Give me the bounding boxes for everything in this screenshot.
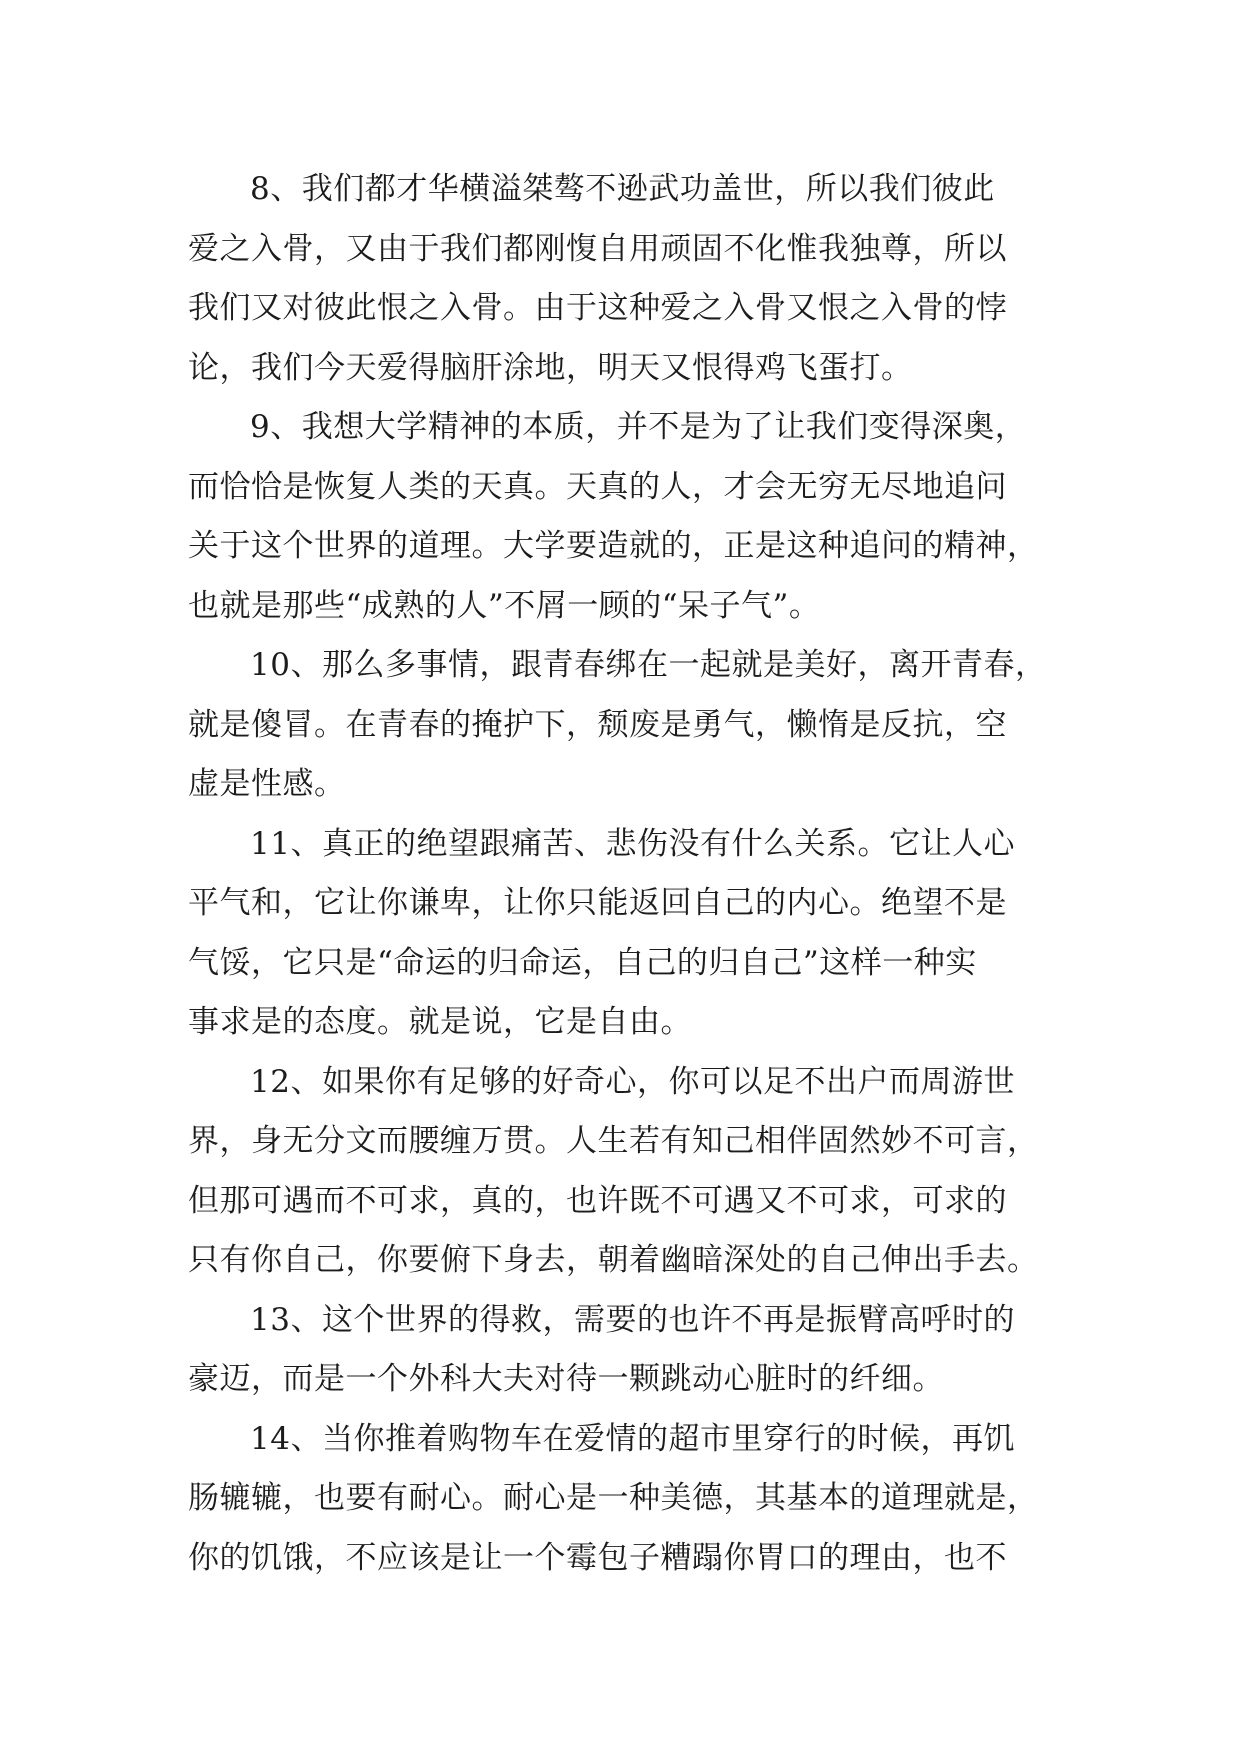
paragraph-10: 10、那么多事情，跟青春绑在一起就是美好，离开青春， 就是傻冒。在青春的掩护下，颓废是勇气，懒惰是反抗，空 虚是性感。 (188, 647, 1047, 802)
document-body (188, 160, 1054, 1588)
paragraph-9: 9、我想大学精神的本质，并不是为了让我们变得深奥， 而恰恰是恢复人类的天真。天真的人，才会无穷无尽地追问 关于这个世界的道理。大学要造就的，正是这种追问的精神， 也就是那些“成熟的人”不屑一顾的“呆子气”。 (188, 409, 1039, 624)
paragraph-11: 11、真正的绝望跟痛苦、悲伤没有什么关系。它让人心 平气和，它让你谦卑，让你只能返回自己的内心。绝望不是 气馁，它只是“命运的归命运，自己的归自己”这样一种实 事求是的态度。就是说，它是自由。 (188, 825, 1015, 1040)
paragraph-12: 12、如果你有足够的好奇心，你可以足不出户而周游世 界，身无分文而腰缠万贯。人生若有知己相伴固然妙不可言， 但那可遇而不可求，真的，也许既不可遇又不可求，可求的 只有你自己，你要俯下身去，朝着幽暗深处的自己伸出手去。 (188, 1063, 1039, 1278)
paragraph-8: 8、我们都才华横溢桀骜不逊武功盖世，所以我们彼此 爱之入骨，又由于我们都刚愎自用顽固不化惟我独尊，所以 我们又对彼此恨之入骨。由于这种爱之入骨又恨之入骨的悖 论，我们今天爱得脑肝涂地，明天又恨得鸡飞蛋打。 (188, 171, 1007, 386)
paragraph-14: 14、当你推着购物车在爱情的超市里穿行的时候，再饥 肠辘辘，也要有耐心。耐心是一种美德，其基本的道理就是， 你的饥饿，不应该是让一个霉包子糟蹋你胃口的理由，也不 (188, 1420, 1039, 1576)
paragraph-13: 13、这个世界的得救，需要的也许不再是振臂高呼时的 豪迈，而是一个外科大夫对待一颗跳动心脏时的纤细。 (188, 1301, 1015, 1397)
